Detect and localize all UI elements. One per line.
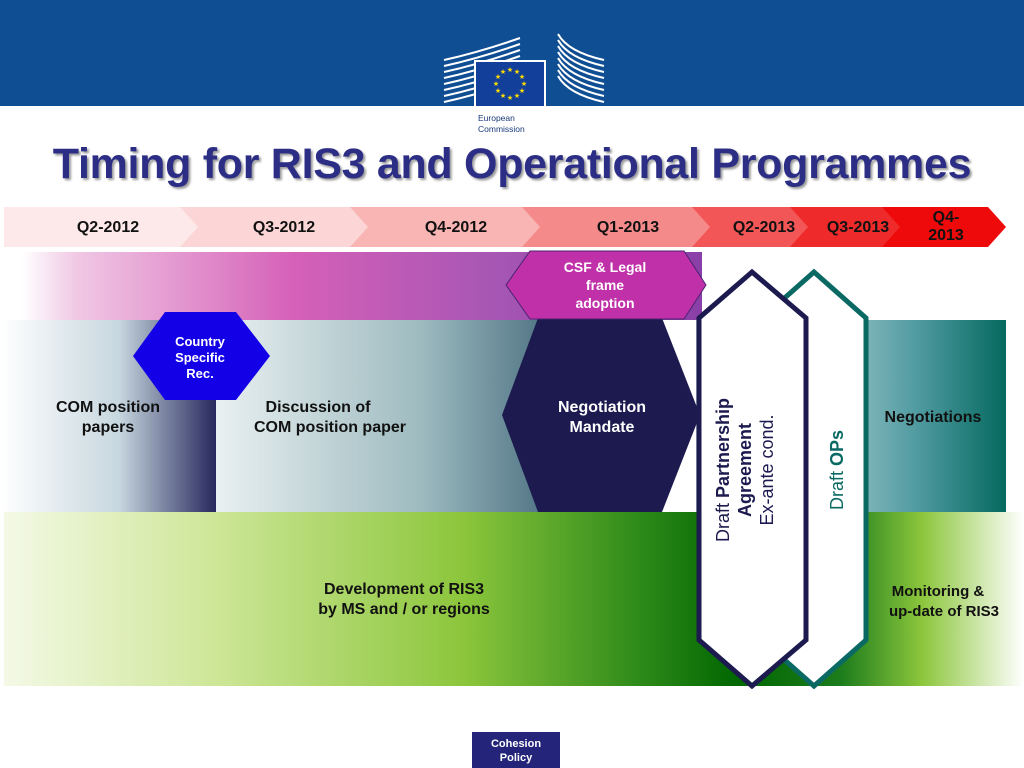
com-position-line2: papers xyxy=(81,419,135,436)
negotiations-label: Negotiations xyxy=(884,409,982,426)
cohesion-line1: Cohesion xyxy=(490,738,542,750)
draft-ops-prefix: Draft xyxy=(827,466,847,511)
svg-text:★: ★ xyxy=(513,68,521,76)
csf-label-line1: CSF & Legal xyxy=(563,259,647,275)
svg-text:★: ★ xyxy=(494,73,502,81)
draft-pa-prefix: Draft xyxy=(713,498,733,543)
draft-pa-partnership: Partnership xyxy=(713,397,733,499)
timeline-label-q4-2013-b: 2013 xyxy=(928,227,964,244)
development-line2: by MS and / or regions xyxy=(318,601,490,618)
country-rec-label xyxy=(150,334,250,382)
svg-text:★: ★ xyxy=(499,92,507,100)
timeline-label-q1-2013: Q1-2013 xyxy=(596,219,660,236)
discussion-line2: COM position paper xyxy=(254,419,406,436)
logo-text-european: European xyxy=(478,113,515,123)
monitoring-line1: Monitoring & xyxy=(891,583,985,600)
svg-text:★: ★ xyxy=(518,73,526,81)
mandate-line2: Mandate xyxy=(569,419,635,436)
svg-text:★: ★ xyxy=(520,80,528,88)
monitoring-label xyxy=(866,582,1022,622)
svg-text:★: ★ xyxy=(506,66,514,74)
svg-text:★: ★ xyxy=(494,87,502,95)
timeline-label-q3-2013: Q3-2013 xyxy=(826,219,890,236)
country-label-line3: Rec. xyxy=(186,366,214,381)
svg-text:★: ★ xyxy=(492,80,500,88)
svg-text:★: ★ xyxy=(513,92,521,100)
cohesion-line2: Policy xyxy=(499,752,533,764)
country-label-line1: Country xyxy=(175,334,225,349)
csf-label-line3: adoption xyxy=(575,295,635,311)
page-title: Timing for RIS3 and Operational Programmes xyxy=(52,140,972,188)
svg-text:★: ★ xyxy=(518,87,526,95)
negotiation-mandate-label xyxy=(530,398,674,438)
com-position-label xyxy=(28,398,188,438)
timeline-label-q3-2012: Q3-2012 xyxy=(252,219,316,236)
logo-text-commission: Commission xyxy=(478,124,525,134)
draft-ops-label xyxy=(826,400,856,540)
draft-pa-agreement: Agreement xyxy=(735,422,755,518)
draft-pa-label xyxy=(712,360,792,580)
development-label xyxy=(254,580,554,620)
discussion-label xyxy=(220,398,440,438)
draft-pa-exante: Ex-ante cond. xyxy=(757,414,777,526)
timeline-label-q4-2013-a: Q4- xyxy=(932,209,960,226)
csf-label-line2: frame xyxy=(585,277,625,293)
timeline-label-q4-2012: Q4-2012 xyxy=(424,219,488,236)
cohesion-policy-badge xyxy=(472,732,560,768)
development-line1: Development of RIS3 xyxy=(323,581,485,598)
mandate-line1: Negotiation xyxy=(558,399,646,416)
com-position-line1: COM position xyxy=(56,399,160,416)
svg-text:★: ★ xyxy=(499,68,507,76)
country-label-line2: Specific xyxy=(175,350,225,365)
timeline-label-q2-2012: Q2-2012 xyxy=(76,219,140,236)
monitoring-line2: up-date of RIS3 xyxy=(888,603,999,620)
svg-text:★: ★ xyxy=(506,94,514,102)
discussion-line1: Discussion of xyxy=(265,399,371,416)
csf-label xyxy=(530,258,680,312)
draft-ops-bold: OPs xyxy=(827,429,847,467)
timeline-label-q2-2013: Q2-2013 xyxy=(732,219,796,236)
